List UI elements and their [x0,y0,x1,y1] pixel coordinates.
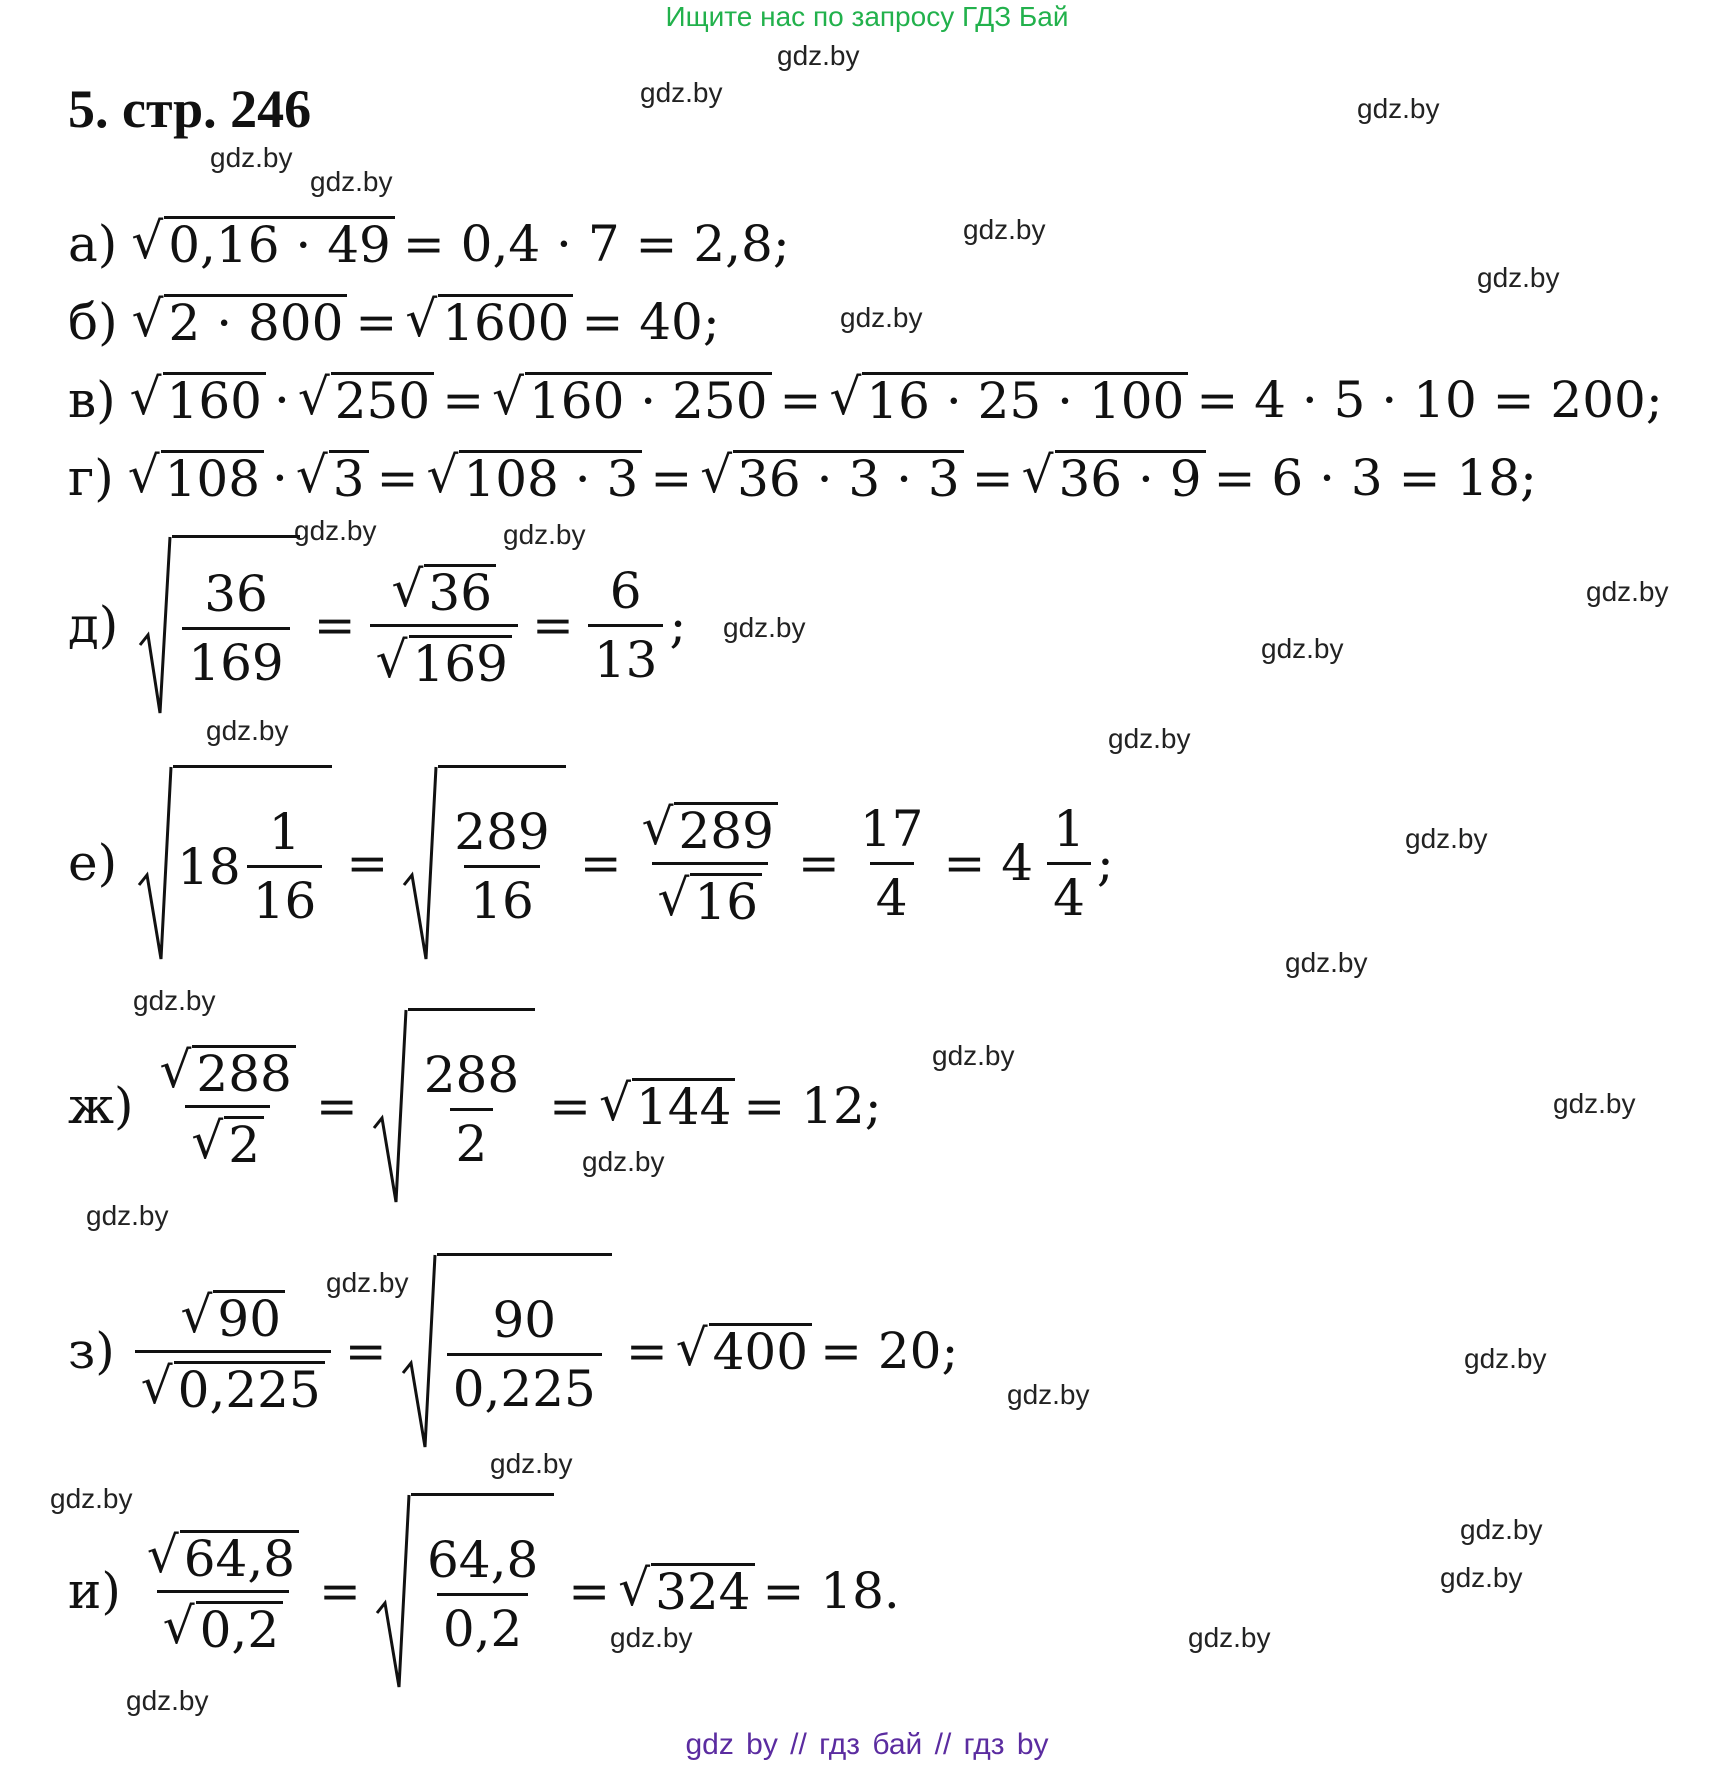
item-g: г) √ 108 · √ 3 = √ 108 · 3 = √ 36 · 3 · 3 = √ 36 · 9 = 6 · 3 = 18; [68,446,1537,509]
watermark: gdz.by [1586,576,1669,607]
watermark: gdz.by [1285,947,1368,978]
square-root: √ 36 · 3 · 3 [700,450,963,506]
watermark: gdz.by [206,715,289,746]
item-label: и) [68,1562,121,1620]
square-root: √ 36 · 9 [1022,450,1206,506]
item-label: а) [68,215,118,273]
watermark: gdz.by [126,1685,209,1716]
fraction: $\frac{64,8}{0,2}$ [426,1531,539,1658]
watermark: gdz.by [1007,1379,1090,1410]
item-label: б) [68,293,118,351]
item-a: а) √ 0,16 · 49 = 0,4 · 7 = 2,8; [68,212,790,275]
fraction: $\frac{1}{16}$ [247,803,323,930]
watermark: gdz.by [963,214,1046,245]
square-root [402,765,565,961]
header-note: Ищите нас по запросу ГДЗ Бай [665,1,1069,32]
square-root: √ 250 [298,372,434,428]
item-label: ж) [68,1077,134,1135]
watermark: gdz.by [1553,1088,1636,1119]
watermark: gdz.by [723,612,806,643]
watermark: gdz.by [1357,93,1440,124]
watermark: gdz.by [777,40,860,71]
square-root: √ 1600 [405,294,573,350]
watermark: gdz.by [503,519,586,550]
fraction: $\frac{1}{4}$ [1047,800,1091,927]
watermark: gdz.by [490,1448,573,1479]
watermark: gdz.by [640,77,723,108]
watermark: gdz.by [1261,633,1344,664]
square-root: √ 2 · 800 [132,294,348,350]
square-root [401,1253,612,1449]
item-e: е) 18 $\frac{1}{16}$ = $\frac{289}{16}$ = √ 289 √ 16 = $\frac{17}{4}$ = 4 $\frac{1}{4}$ ; [68,765,1114,961]
square-root: √ 400 [676,1323,812,1379]
fraction: $\frac{289}{16}$ [454,803,550,930]
page-title: 5. стр. 246 [68,79,312,139]
fraction: √ 64,8 √ 0,2 [141,1526,305,1656]
fraction: √ 289 √ 16 [636,798,784,928]
watermark: gdz.by [932,1040,1015,1071]
watermark: gdz.by [210,142,293,173]
square-root: √ 16 · 25 · 100 [829,372,1188,428]
square-root [375,1493,554,1689]
watermark: gdz.by [326,1267,409,1298]
square-root: √ 324 [618,1563,754,1619]
item-label: е) [68,834,118,892]
fraction: √ 288 √ 2 [154,1041,302,1171]
item-label: в) [68,371,116,429]
square-root: 18 $\frac{1}{16}$ [137,765,332,961]
fraction: $\frac{90}{0,225}$ [447,1291,602,1418]
watermark: gdz.by [1440,1562,1523,1593]
square-root: √ 108 · 3 [427,450,643,506]
fraction: $\frac{6}{13}$ [588,562,664,689]
item-d: д) $\frac{36}{169}$ = √ 36 √ 169 = $\frac{6}{13}$ ; [68,535,686,715]
watermark: gdz.by [582,1146,665,1177]
watermark: gdz.by [1477,262,1560,293]
watermark: gdz.by [86,1200,169,1231]
square-root [138,535,299,715]
fraction: √ 90 √ 0,225 [135,1286,331,1416]
watermark: gdz.by [1405,823,1488,854]
watermark: gdz.by [1464,1343,1547,1374]
square-root: √ 160 · 250 [492,372,771,428]
footer: gdz by // гдз бай // гдз by [685,1728,1049,1761]
square-root: √ 0,16 · 49 [131,216,395,272]
item-i: и) √ 64,8 √ 0,2 = $\frac{64,8}{0,2}$ = √ 324 = 18. [68,1493,908,1689]
fraction: $\frac{288}{2}$ [423,1046,520,1173]
watermark: gdz.by [50,1483,133,1514]
watermark: gdz.by [1460,1514,1543,1545]
item-zh: ж) √ 288 √ 2 = $\frac{288}{2}$ = √ 144 = 12; [68,1008,890,1204]
watermark: gdz.by [294,515,377,546]
square-root [372,1008,535,1204]
item-label: д) [68,596,119,654]
fraction: √ 36 √ 169 [370,560,518,690]
square-root: √ 3 [296,450,369,506]
watermark: gdz.by [310,166,393,197]
item-z: з) √ 90 √ 0,225 = $\frac{90}{0,225}$ = √ 400 = 20; [68,1253,966,1449]
item-v: в) √ 160 · √ 250 = √ 160 · 250 = √ 16 · 25 · 100 = 4 · 5 · 10 = 200; [68,368,1663,431]
item-b: б) √ 2 · 800 = √ 1600 = 40; [68,290,720,353]
watermark: gdz.by [610,1622,693,1653]
fraction: $\frac{36}{169}$ [182,565,289,692]
square-root: √ 160 [130,372,266,428]
square-root: √ 144 [599,1078,735,1134]
square-root: √ 108 [128,450,264,506]
fraction: $\frac{17}{4}$ [859,799,924,927]
watermark: gdz.by [1188,1622,1271,1653]
watermark: gdz.by [133,985,216,1016]
watermark: gdz.by [840,302,923,333]
item-label: з) [68,1322,115,1380]
watermark: gdz.by [1108,723,1191,754]
item-label: г) [68,449,114,507]
